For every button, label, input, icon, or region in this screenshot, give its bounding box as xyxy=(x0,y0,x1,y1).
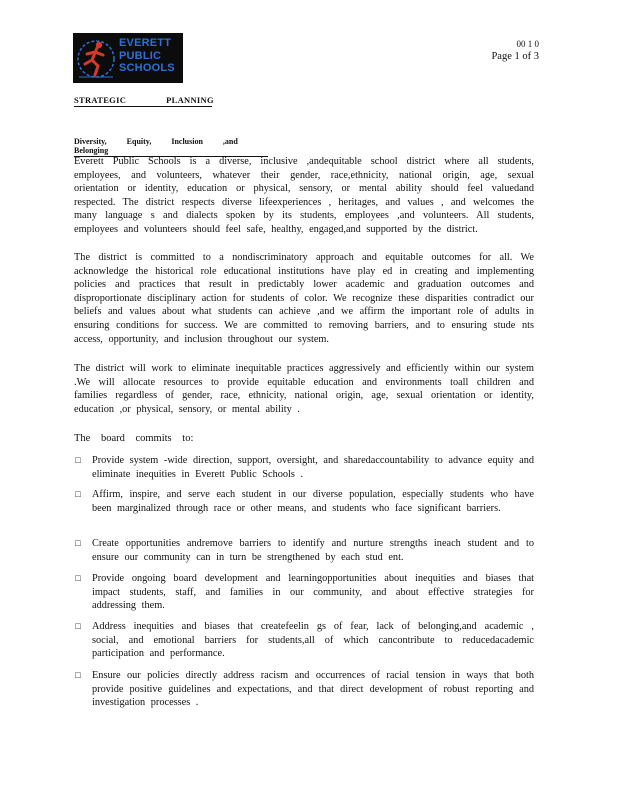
district-logo xyxy=(73,33,183,83)
logo-wordmark: EVERETT PUBLIC SCHOOLS xyxy=(119,37,175,74)
list-item: □ Provide system -wide direction, support, oversight, and sharedaccountability to advance equity and eliminate inequities in Everett Public Schools . xyxy=(75,455,534,480)
checkbox-icon: □ xyxy=(75,455,81,465)
list-item: □ Create opportunities andremove barriers to identify and nurture strengths ineach student and to ensure our community can in turn be strengthened by each stud ent. xyxy=(75,538,534,563)
checkbox-icon: □ xyxy=(75,621,81,631)
checkbox-icon: □ xyxy=(75,538,81,548)
paragraph-statement: Everett Public Schools is a diverse, inclusive ,andequitable school district where all students, employees, and volunteers, whatever their gender, race,ethnicity, national origin, age, sexual orientation or identity, education or physical, sensory, or mental ability should feel valuedand respected. The district respects diverse lifeexperiences , heritages, and values , and welcomes the many language s and dialects spoken by its students, employees ,and volunteers. All students, employees and volunteers should feel safe, healthy, engaged,and supported by the district. xyxy=(74,156,534,235)
paragraph-action: The district will work to eliminate inequitable practices aggressively and efficiently within our system .We will allocate resources to provide equitable education and environments toall children and families regardless of gender, race, ethnicity, national origin, age, sexual orientation or identity, education ,or physical, sensory, or mental ability . xyxy=(74,363,535,415)
paragraph-commitment: The district is committed to a nondiscriminatory approach and equitable outcomes for all. We acknowledge the historical role educational institutions have play ed in creating and implementing policies and practices that result in predictably lower academic and graduation outcomes and disproportionate disciplinary action for students of color. We recognize these disparities contradict our beliefs and values about what students can achieve ,and we affirm the important role of adults in ensuring conditions for success. We are committed to removing barriers, and to ensuring stude nts access, opportunity, and inclusion throughout our system. xyxy=(74,252,534,345)
list-item: □ Address inequities and biases that createfeelin gs of fear, lack of belonging,and academic , social, and emotional barriers for students,all of which cancontribute to reducedacademic participation and performance. xyxy=(75,621,534,660)
list-item: □ Affirm, inspire, and serve each student in our diverse population, especially students who have been marginalized through race or other means, and students who face significant barriers. xyxy=(75,489,534,514)
page-number: Page 1 of 3 xyxy=(491,51,539,62)
list-item: □ Provide ongoing board development and learningopportunities about inequities and biases that impact students, staff, and families in our community, and about effective strategies for addressing them. xyxy=(75,573,534,612)
checkbox-icon: □ xyxy=(75,670,81,680)
policy-number: 00 1 0 xyxy=(516,39,539,49)
section-title: STRATEGIC PLANNING xyxy=(74,95,214,105)
checkbox-icon: □ xyxy=(75,489,81,499)
list-item: □ Ensure our policies directly address racism and occurrences of racial tension in ways that both provide positive guidelines and expectations, and that direct development of robust reporting and investigation processes . xyxy=(75,670,534,709)
runner-figure-icon xyxy=(73,33,119,83)
policy-title: Diversity, Equity, Inclusion ,and Belonging xyxy=(74,137,268,157)
board-heading: The board commits to: xyxy=(74,433,194,444)
checkbox-icon: □ xyxy=(75,573,81,583)
